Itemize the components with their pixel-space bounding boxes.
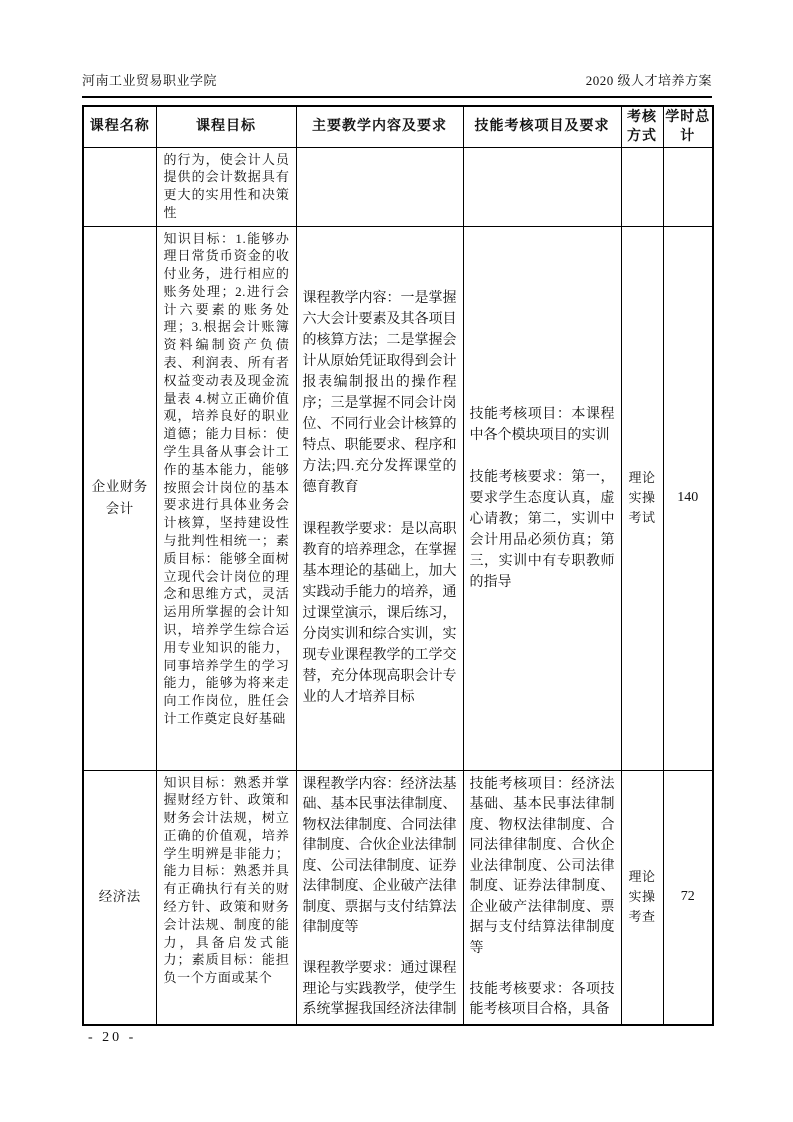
method-cell: 理论实操考试 (621, 226, 663, 770)
assessment-paragraph: 技能考核项目：经济法基础、基本民事法律制度、物权法律制度、合同法律律制度、合伙企业法律制度、公司法律制度、证券法律制度、企业破产法律制度、票据与支付结算法律制度等 (469, 776, 615, 956)
course-name-cell: 经济法 (83, 770, 156, 1025)
hours-cell (663, 147, 713, 226)
assessment-cell (463, 770, 621, 1025)
objectives-cell: 的行为，使会计人员提供的会计数据具有更大的实用性和决策性 (156, 147, 296, 226)
content-paragraph: 课程教学要求：是以高职教育的培养理念，在掌握基本理论的基础上，加大实践动手能力的培养，通过课堂演示，课后练习，分岗实训和综合实训，实现专业课程教学的工学交替，充分体现高职会计专业的人才培养目标 (302, 522, 457, 705)
page-content (82, 70, 712, 1026)
plan-title: 2020 级人才培养方案 (585, 73, 712, 88)
col-header-assessment: 技能考核项目及要求 (463, 106, 621, 147)
school-name: 河南工业贸易职业学院 (82, 73, 218, 88)
content-paragraph: 课程教学要求：通过课程理论与实践教学，使学生系统掌握我国经济法律制 (302, 961, 457, 1017)
method-cell (621, 147, 663, 226)
col-header-content: 主要教学内容及要求 (296, 106, 463, 147)
table-row-enterprise-financial-accounting (83, 226, 713, 770)
objectives-cell: 知识目标：1.能够办理日常货币资金的收付业务，进行相应的账务处理；2.进行会计六要素的账务处理；3.根据会计账簿资料编制资产负债表、利润表、所有者权益变动表及现金流量表 4.树立正确价值观，培养良好的职业道德；能力目标：使学生具备从事会计工作的基本能力，能够按照会计岗位的基本要求进行具体业务会计核算，坚持建设性与批判性相统一；素质目标：能够全面树立现代会计岗位的理念和思维方式，灵活运用所掌握的会计知识，培养学生综合运用专业知识的能力，同事培养学生的学习能力，能够为将来走向工作岗位，胜任会计工作奠定良好基础 (156, 226, 296, 770)
assessment-paragraph: 技能考核项目：本课程中各个模块项目的实训 (469, 406, 615, 443)
content-cell (296, 147, 463, 226)
assessment-cell (463, 226, 621, 770)
course-name-cell (83, 147, 156, 226)
assessment-cell (463, 147, 621, 226)
course-name-cell: 企业财务会计 (83, 226, 156, 770)
page-header (82, 70, 712, 98)
content-paragraph: 课程教学内容：一是掌握六大会计要素及其各项目的核算方法；二是掌握会计从原始凭证取得到会计报表编制报出的操作程序；三是掌握不同会计岗位、不同行业会计核算的特点、职能要求、程序和方法;四.充分发挥课堂的德育教育 (302, 291, 457, 495)
hours-cell: 72 (663, 770, 713, 1025)
objectives-cell (156, 770, 296, 1025)
table-row-continuation (83, 147, 713, 226)
page-number: - 20 - (88, 1030, 137, 1045)
curriculum-table (82, 105, 714, 1026)
content-cell (296, 226, 463, 770)
col-header-hours: 学时总计 (663, 106, 713, 147)
assessment-paragraph: 技能考核要求：各项技能考核项目合格，具备 (469, 981, 615, 1017)
table-header-row (83, 106, 713, 147)
col-header-course-name: 课程名称 (83, 106, 156, 147)
col-header-objectives: 课程目标 (156, 106, 296, 147)
content-paragraph: 课程教学内容：经济法基础、基本民事法律制度、物权法律制度、合同法律律制度、合伙企业法律制度、公司法律制度、证券法律制度、企业破产法律制度、票据与支付结算法律制度等 (302, 776, 457, 935)
assessment-paragraph: 技能考核要求：第一，要求学生态度认真，虚心请教；第二，实训中会计用品必须仿真；第三，实训中有专职教师的指导 (469, 469, 615, 590)
content-cell (296, 770, 463, 1025)
objectives-text: 知识目标：熟悉并掌握财经方针、政策和财务会计法规，树立正确的价值观，培养学生明辨是非能力；能力目标：熟悉并具有正确执行有关的财经方针、政策和财务会计法规、制度的能力，具备启发式能力；素质目标：能担负一个方面或某个 (163, 774, 290, 986)
method-cell: 理论实操考查 (621, 770, 663, 1025)
table-row-economic-law (83, 770, 713, 1025)
hours-cell: 140 (663, 226, 713, 770)
col-header-method: 考核方式 (621, 106, 663, 147)
